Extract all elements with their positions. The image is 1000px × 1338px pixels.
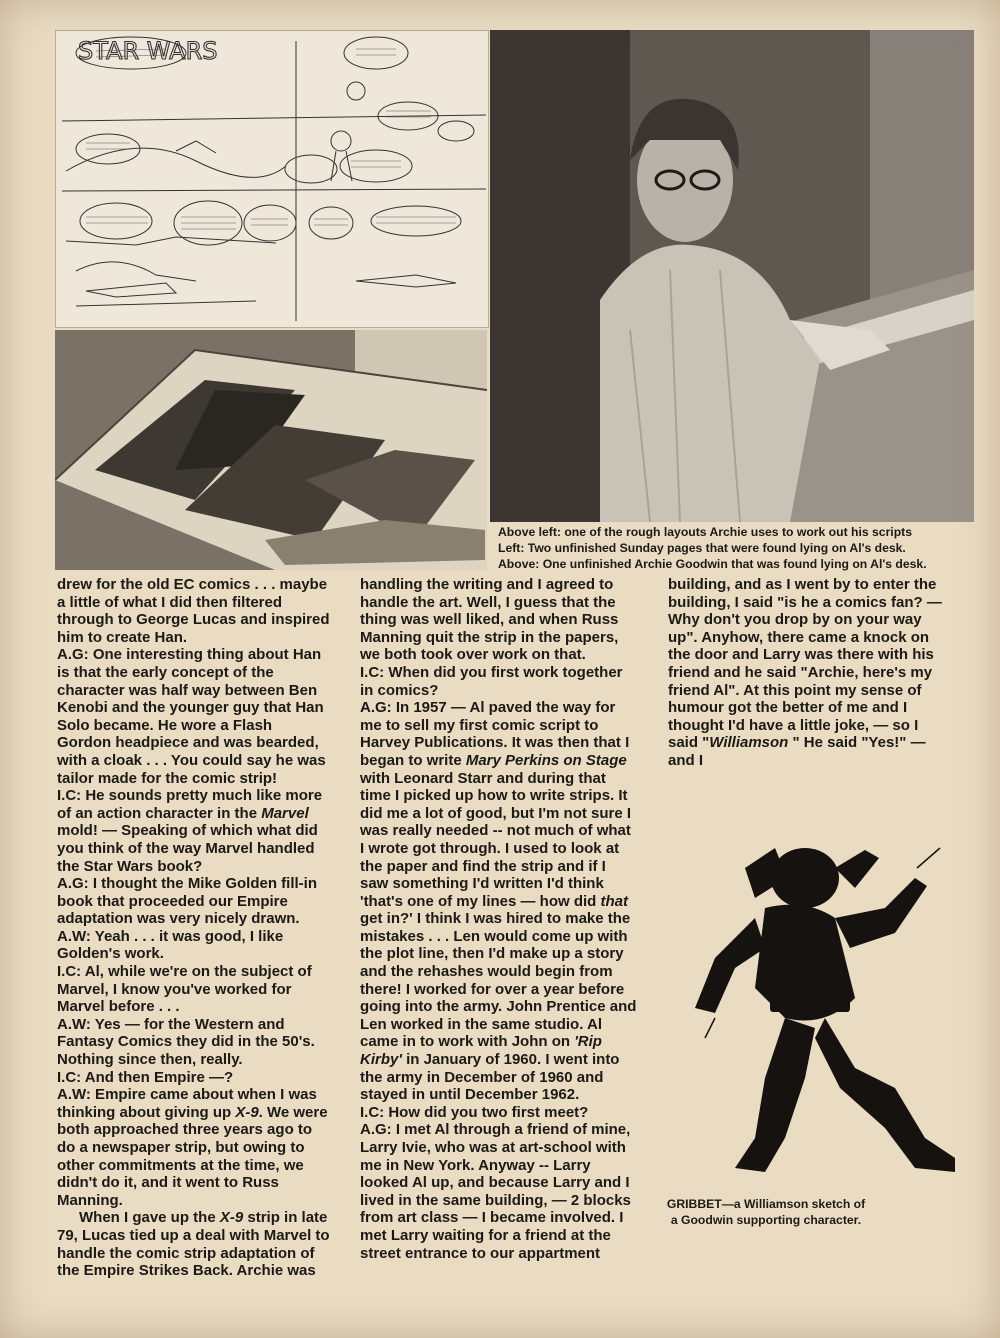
body-text: building, and as I went by to enter the building, I said "is he a comics fan? — Why don't you drop by on your way up". Anyhow, there came a knock on the door and Larry was there with his friend and he said "Archie, here's my friend Al". At this point my sense of humour got the better of me and I thought I'd have a little joke, — so I said " xyxy=(668,576,942,752)
speaker-label: A.G: xyxy=(360,699,392,717)
body-text: in January of 1960. I went into the army in December of 1960 and stayed in until December 1962. xyxy=(360,1051,620,1104)
caption-line-left: Left: Two unfinished Sunday pages that were found lying on Al's desk. xyxy=(498,541,906,555)
body-text: When I gave up the xyxy=(79,1209,220,1227)
rough-layout-sketch-photo xyxy=(55,30,489,328)
body-text: mold! — Speaking of which what did you think of the way Marvel handled the xyxy=(57,822,318,875)
paragraph xyxy=(57,576,330,646)
sunday-pages-photo xyxy=(55,330,487,570)
article-column-3 xyxy=(668,576,946,770)
italic-text: Marvel xyxy=(261,804,309,822)
speaker-label: I.C: xyxy=(360,663,385,681)
body-text: I met Al through a friend of mine, Larry Ivie, who was at art-school with me in New York. Anyway -- Larry looked Al up, and because Larry and I lived in the same building, — 2 blocks from art class — I became involved. I met Larry waiting for a friend at the street entrance to our appartment xyxy=(360,1121,631,1262)
body-text: Yes — for the Western and Fantasy Comics they did in the 50's. Nothing since then, really. xyxy=(57,1015,315,1069)
paragraph xyxy=(57,646,330,787)
bold-title: Star Wars xyxy=(83,857,154,875)
speaker-label: I.C: xyxy=(57,963,82,981)
speaker-label: I.C: xyxy=(360,1103,385,1121)
body-text: Al, while we're on the subject of Marvel, I know you've worked for Marvel before . . . xyxy=(57,963,312,1016)
body-text: And then Empire —? xyxy=(81,1068,234,1086)
body-text: Yeah . . . it was good, I like Golden's work. xyxy=(57,927,284,963)
paragraph xyxy=(668,576,946,770)
rough-layout-sketch-drawing xyxy=(56,31,488,327)
body-text: handling the writing and I agreed to handle the art. Well, I guess that the thing was well liked, and when Russ Manning quit the strip in the papers, we both took over work on that. xyxy=(360,576,619,664)
paragraph xyxy=(360,1121,638,1262)
gribbet-sketch-illustration xyxy=(655,838,975,1190)
paragraph xyxy=(57,963,330,1016)
speaker-label: A.G: xyxy=(360,1121,392,1139)
paragraph xyxy=(57,787,330,875)
sketch-title: STAR WARS xyxy=(78,37,218,65)
article-column-2 xyxy=(360,576,638,1262)
paragraph xyxy=(360,699,638,1104)
body-text: get in?' I think I was hired to make the mistakes . . . Len would come up with the plot line, then I'd make up a story and the rehashes would begin from there! I worked for over a year before going into the army. John Prentice and Len worked in the same studio. Al came in to work with John on xyxy=(360,910,637,1051)
sunday-pages-image xyxy=(55,330,487,570)
paragraph xyxy=(360,664,638,699)
speaker-label: A.W: xyxy=(57,927,91,945)
italic-text: X-9 xyxy=(235,1103,259,1121)
caption-line-above-left: Above left: one of the rough layouts Archie uses to work out his scripts xyxy=(498,525,912,539)
gribbet-caption-line-1: GRIBBET—a Williamson sketch of xyxy=(666,1197,866,1211)
gribbet-caption-line-2: a Goodwin supporting character. xyxy=(670,1213,862,1227)
archie-goodwin-portrait-photo xyxy=(490,30,974,522)
body-text: In 1957 — Al paved the way for me to sell my first comic script to Harvey Publications. It was then that I began to write xyxy=(360,699,630,769)
paragraph xyxy=(57,1069,330,1087)
italic-text: Williamson xyxy=(709,734,789,752)
speaker-label: A.G: xyxy=(57,875,89,893)
caption-line-above: Above: One unfinished Archie Goodwin that was found lying on Al's desk. xyxy=(498,557,927,571)
italic-text: Mary Perkins on Stage xyxy=(465,751,627,769)
body-text: " He said "Yes!" — and I xyxy=(668,734,926,769)
body-text: When did you first work together in comics? xyxy=(360,663,623,699)
body-text: He sounds pretty much like more of an action character in the xyxy=(57,787,323,822)
body-text: drew for the old EC comics . . . maybe a little of what I did then filtered through to George Lucas and inspired him to create Han. xyxy=(57,576,330,646)
speaker-label: I.C: xyxy=(57,1068,82,1086)
gribbet-caption xyxy=(648,1196,884,1228)
speaker-label: A.W: xyxy=(57,1086,91,1104)
gribbet-figure xyxy=(655,838,975,1190)
paragraph xyxy=(57,1016,330,1069)
speaker-label: A.G: xyxy=(57,646,89,664)
body-text: How did you two first meet? xyxy=(384,1103,589,1121)
paragraph xyxy=(360,576,638,664)
paragraph xyxy=(57,1086,330,1209)
body-text: . Archie was xyxy=(228,1262,316,1280)
bold-title: Empire Strikes Back xyxy=(83,1262,229,1280)
paragraph xyxy=(57,928,330,963)
italic-text: that xyxy=(600,892,628,910)
article-column-1 xyxy=(57,576,330,1280)
italic-text: X-9 xyxy=(219,1209,244,1227)
body-text: I thought the Mike Golden fill-in book that proceeded our Empire adaptation was very nicely drawn. xyxy=(57,875,317,928)
body-text: . We were both approached three years ago to do a newspaper strip, but owing to other commitments at the time, we didn't do it, and it went to Russ Manning. xyxy=(57,1103,328,1209)
photo-caption xyxy=(498,524,978,572)
speaker-label: A.W: xyxy=(57,1015,91,1033)
paragraph xyxy=(57,1209,330,1279)
speaker-label: I.C: xyxy=(57,787,82,805)
body-text: with Leonard Starr and during that time I picked up how to write strips. It did me a lot of good, but I'm not sure I was really needed -- not much of what I wrote got through. I used to look at the paper and find the strip and if I saw something I'd written I'd think 'that's one of my lines — how did xyxy=(360,769,632,910)
body-text: strip in late 79, Lucas tied up a deal with Marvel to handle the comic strip adaptation of the xyxy=(57,1209,330,1280)
body-text: book? xyxy=(153,857,203,875)
body-text: One interesting thing about Han is that the early concept of the character was half way between Ben Kenobi and the younger guy that Han Solo became. He wore a Flash Gordon headpiece and was bearded, with a cloak . . . You could say he was tailor made for the comic strip! xyxy=(57,646,326,787)
italic-text: 'Rip Kirby' xyxy=(360,1033,602,1069)
body-text: Empire came about when I was thinking about giving up xyxy=(57,1086,317,1121)
paragraph xyxy=(57,875,330,928)
paragraph xyxy=(360,1104,638,1122)
portrait-image xyxy=(490,30,974,522)
